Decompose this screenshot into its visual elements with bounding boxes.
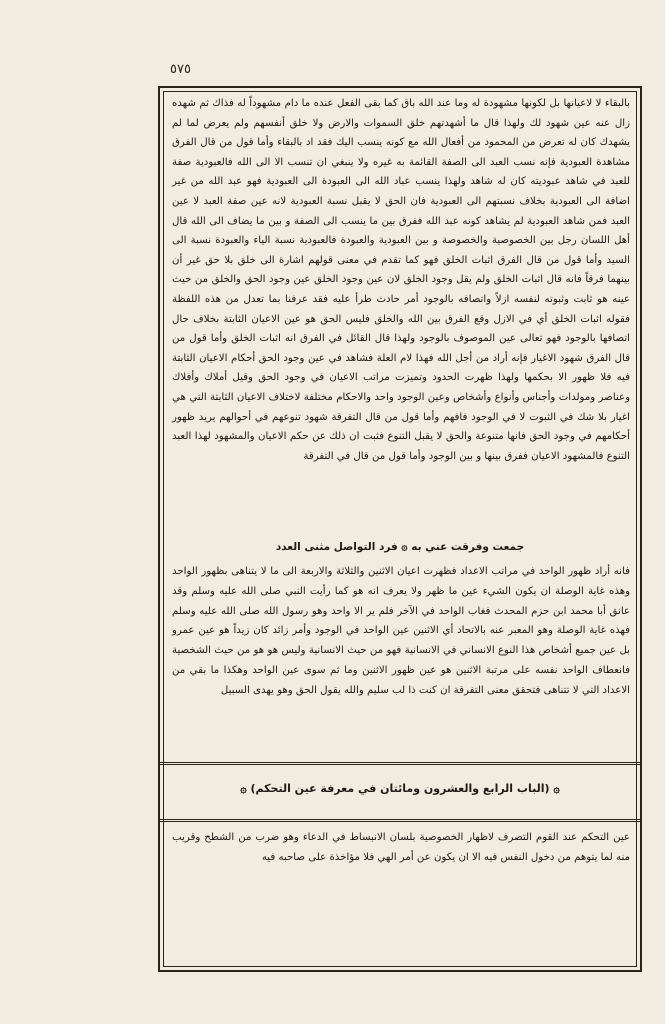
body-text-block-2 xyxy=(172,562,630,701)
paragraph-2: فانه أراد ظهور الواحد في مراتب الاعداد فظهرت اعيان الاثنين والثلاثة والاربعة الى ما لا يتناهى بظهور الواحد وهذه غاية الوصلة ان يكون الشيء عين ما ظهر ولا يعرف انه هو كما رأيت النبي صلى الله عليه وسلم وقد عانق أبا محمد ابن حزم المحدث فغاب الواحد في الآخر فلم ير الا واحد وهو رسول الله صلى الله عليه وسلم فهذه غاية الوصلة وهو المعبر عنه بالاتحاد أي الاثنين عين الواحد في الوجود وأمر زائد كان زيداً هو عين عمرو بل عين جميع أشخاص هذا النوع الانساني في الانسانية فهو من حيث الانسانية وليس هو هو من حيث الشخصية فانعطاف الواحد نفسه على مرتبة الاثنين هو عين ظهور الاثنين وما ثم سوى عين الواحد وهكذا ما بقي من الاعداد التي لا تتناهى فتحقق معنى التفرقة ان كنت ذا لب سليم والله يقول الحق وهو يهدى السبيل xyxy=(172,566,630,696)
chapter-divider-top-double xyxy=(160,764,640,765)
chapter-divider-bottom xyxy=(160,819,640,820)
paragraph-1: بالبقاء لا لاعيانها بل لكونها مشهودة له وما عند الله باق كما بقى الفعل عنده ما دام مشهوداً له فذاك ثم شهده زال عنه عين شهود لك ولهذا قال ما أشهدتهم خلق السموات والارض ولا خلق أنفسهم ولم يعرض لما لم يشهدك كان له تعرض من المحمود من أفعال الله مع كونه ينسب اليك فقد اد بالبقاء وأما قول من قال الفرق مشاهدة العبودية فإنه نسب العبد الى الصفة القائمة به غيره ولا ينبغي ان تنسب الا الى الله فالعبودية صفة للعبد في شاهد عبوديته كان له شاهد ولهذا ينسب عباد الله الى العبودة الى العبودية فهو عبد الله من غير اضافة الى العبودية بخلاف نسبتهم الى العبودية فان الحق لا يقبل نسبة العبودية لانه عين صفة العبد لا عين العبد فمن شاهد العبودية لم يشاهد كونه عبد الله ففرق بين ما ينسب الى الصفة و بين ما يضاف الى الله قال أهل اللسان رجل بين الخصوصية والخصوصة و بين العبودية والعبودة فالعبودية نسبة الياء والعبودة نسبة الى السيد وأما قول من قال الفرق اثبات الخلق فهو كما تقدم في معنى قولهم اشارة الى خلق بلا حق غير أن بينهما فرقاً فانه قال اثبات الخلق ولم يقل وجود الخلق لان عين وجود الخلق عين وجود الحق والخلق من حيث عينه هو ثابت وثبوته لنفسه ازلاً واتصافه بالوجود أمر حادث طرأ عليه فقد عرفنا بما تعدل من هذه اللفظة فقوله اثبات الخلق أي في الازل وقع الفرق بين الله والخلق فليس الحق هو عين الاعيان الثابتة بخلاف حال اتصافها بالوجود فهو تعالى عين الموصوف بالوجود ولهذا قال القائل في الفرق انه اثبات الخلق وأما قول من قال الفرق شهود الاغيار فإنه أراد من أجل الله فهذا لام العلة فشاهد في عين وجود الحق أحكام الاعيان الثابتة فيه فلا ظهور الا بحكمها ولهذا ظهرت الحدود وتميزت مراتب الاعيان في وجود الحق وقيل أملاك وأفلاك وعناصر ومولدات وأجناس وأنواع وأشخاص وعين الوجود واحد والاحكام مختلفة لاختلاف الاعيان الثابتة التي هي اغيار بلا شك في الثبوت لا في الوجود فافهم وأما قول من قال التفرقة شهود تنوعهم في أحوالهم يريد ظهور أحكامهم في وجود الحق فانها متنوعة والحق لا يقبل التنوع فثبت ان ذلك عن حكم الاعيان والمشهود لهذا العبد التنوع فالمشهود الاعيان ففرق بينها و بين الوجود وأما قول من قال في التفرقة xyxy=(172,98,630,462)
chapter-divider-bottom-double xyxy=(160,821,640,822)
page-number: ٥٧٥ xyxy=(170,62,191,77)
chapter-divider-top xyxy=(160,762,640,763)
body-text-block-1 xyxy=(172,94,630,466)
text-frame xyxy=(158,86,642,972)
body-text-block-3 xyxy=(172,828,630,868)
paragraph-3: عين التحكم عند القوم التصرف لاظهار الخصوصية بلسان الانبساط في الدعاء وهو ضرب من الشطح وقريب منه لما يتوهم من دخول النفس فيه الا ان يكون عن أمر الهي فلا مؤاخذة على صاحبه فيه xyxy=(172,832,630,863)
verse-line: جمعت وفرقت عني به ۞ فرد التواصل مثنى العدد xyxy=(275,541,525,553)
chapter-heading: ۞ (الباب الرابع والعشرون ومائتان في معرفة عين التحكم) ۞ xyxy=(240,782,560,795)
